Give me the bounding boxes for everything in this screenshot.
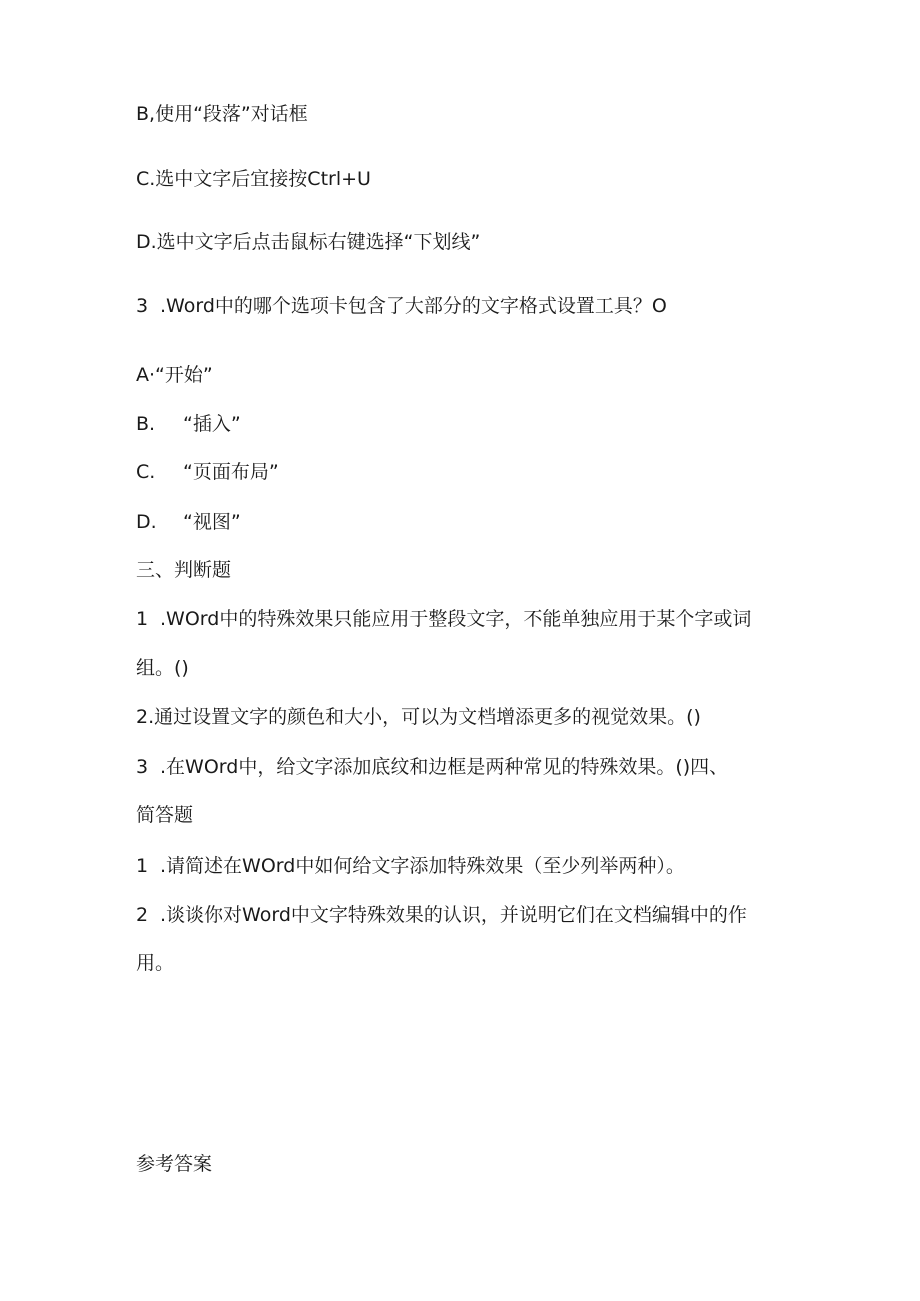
tf-q1-number: 1 (136, 608, 149, 630)
section3-title: 三、判断题 (136, 559, 232, 581)
sa-q1-number: 1 (136, 855, 149, 877)
tf-q1-continued: 组。() (136, 657, 189, 679)
q3-text: .Word中的哪个选项卡包含了大部分的文字格式设置工具？O (160, 295, 667, 317)
q3-option-d-text: “视图” (183, 511, 241, 533)
sa-q2-continued: 用。 (136, 952, 175, 974)
sa-q2-text: .谈谈你对Word中文字特殊效果的认识，并说明它们在文档编辑中的作 (160, 904, 747, 926)
q3-option-c (136, 460, 279, 484)
q3-question (136, 294, 667, 318)
q3-option-a: A·“开始” (136, 364, 213, 386)
q3-option-b (136, 412, 241, 436)
q2-option-d: D.选中文字后点击鼠标右键选择“下划线” (136, 231, 481, 253)
answers-heading: 参考答案 (136, 1153, 213, 1175)
tf-q3 (136, 755, 728, 779)
q2-option-b: B,使用“段落”对话框 (136, 103, 308, 125)
q3-number: 3 (136, 295, 149, 317)
tf-q2: 2.通过设置文字的颜色和大小，可以为文档增添更多的视觉效果。() (136, 706, 701, 728)
tf-q3-text: .在WOrd中，给文字添加底纹和边框是两种常见的特殊效果。()四、 (160, 756, 729, 778)
tf-q3-number: 3 (136, 756, 149, 778)
section4-title: 简答题 (136, 804, 194, 826)
tf-q1-text: .WOrd中的特殊效果只能应用于整段文字，不能单独应用于某个字或词 (160, 608, 752, 630)
sa-q1 (136, 854, 685, 878)
q3-option-d-label: D. (136, 511, 157, 533)
q2-option-c: C.选中文字后宜接按Ctrl+U (136, 168, 371, 190)
sa-q1-text: .请简述在WOrd中如何给文字添加特殊效果（至少列举两种）。 (160, 855, 685, 877)
q3-option-b-text: “插入” (183, 413, 241, 435)
tf-q1 (136, 607, 751, 631)
q3-option-d (136, 510, 241, 534)
q3-option-c-text: “页面布局” (183, 461, 279, 483)
q3-option-c-label: C. (136, 461, 156, 483)
sa-q2-number: 2 (136, 904, 149, 926)
sa-q2 (136, 903, 747, 927)
q3-option-b-label: B. (136, 413, 156, 435)
